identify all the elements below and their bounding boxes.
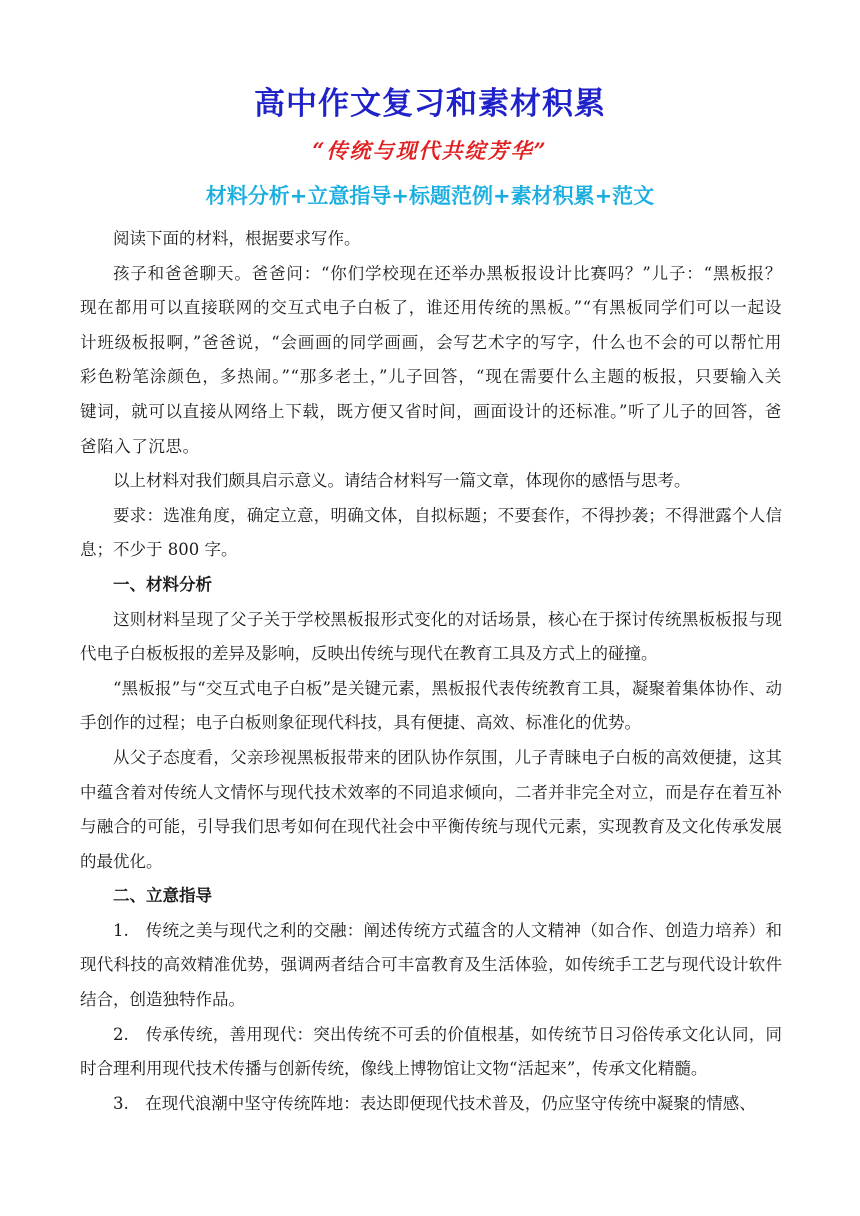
analysis-paragraph: 从父子态度看，父亲珍视黑板报带来的团队协作氛围，儿子青睐电子白板的高效便捷，这其中蕴含着对传统人文情怀与现代技术效率的不同追求倾向，二者并非完全对立，而是存在着互补与融合的可能，引导我们思考如何在现代社会中平衡传统与现代元素，实现教育及文化传承发展的最优化。 [80,747,782,871]
section-heading-analysis: 一、材料分析 [113,574,212,594]
instruction-paragraph: 阅读下面的材料，根据要求写作。 [113,229,361,248]
page-title: 高中作文复习和素材积累 [254,86,606,122]
guidance-item: 2. 传承传统，善用现代：突出传统不可丢的价值根基，如传统节日习俗传承文化认同，同时合理利用现代技术传播与创新传统，像线上博物馆让文物“活起来”，传承文化精髓。 [80,1024,782,1079]
section-banner: 材料分析+立意指导+标题范例+素材积累+范文 [205,184,655,208]
page-subtitle: “传统与现代共绽芳华” [312,138,548,163]
guidance-item: 1. 传统之美与现代之利的交融：阐述传统方式蕴含的人文精神（如合作、创造力培养）和现代科技的高效精准优势，强调两者结合可丰富教育及生活体验，如传统手工艺与现代设计软件结合，创造独特作品。 [80,920,782,1010]
document-body [80,222,782,1121]
section-heading-guidance: 二、立意指导 [113,886,212,906]
analysis-paragraph: “黑板报”与“交互式电子白板”是关键元素，黑板报代表传统教育工具，凝聚着集体协作、动手创作的过程；电子白板则象征现代科技，具有便捷、高效、标准化的优势。 [80,678,782,733]
prompt-paragraph: 以上材料对我们颇具启示意义。请结合材料写一篇文章，体现你的感悟与思考。 [113,471,691,491]
guidance-item: 3. 在现代浪潮中坚守传统阵地：表达即便现代技术普及，仍应坚守传统中凝聚的情感、 [113,1093,756,1113]
material-paragraph: 孩子和爸爸聊天。爸爸问：“你们学校现在还举办黑板报设计比赛吗？”儿子：“黑板报？现在都用可以直接联网的交互式电子白板了，谁还用传统的黑板。”“有黑板同学们可以一起设计班级板报啊，”爸爸说，“会画画的同学画画，会写艺术字的写字，什么也不会的可以帮忙用彩色粉笔涂颜色，多热闹。”“那多老土，”儿子回答，“现在需要什么主题的板报，只要输入关键词，就可以直接从网络上下载，既方便又省时间，画面设计的还标准。”听了儿子的回答，爸爸陷入了沉思。 [80,263,782,456]
analysis-paragraph: 这则材料呈现了父子关于学校黑板报形式变化的对话场景，核心在于探讨传统黑板板报与现代电子白板板报的差异及影响，反映出传统与现代在教育工具及方式上的碰撞。 [80,609,782,664]
requirements-paragraph: 要求：选准角度，确定立意，明确文体，自拟标题；不要套作，不得抄袭；不得泄露个人信息；不少于 800 字。 [80,505,782,560]
